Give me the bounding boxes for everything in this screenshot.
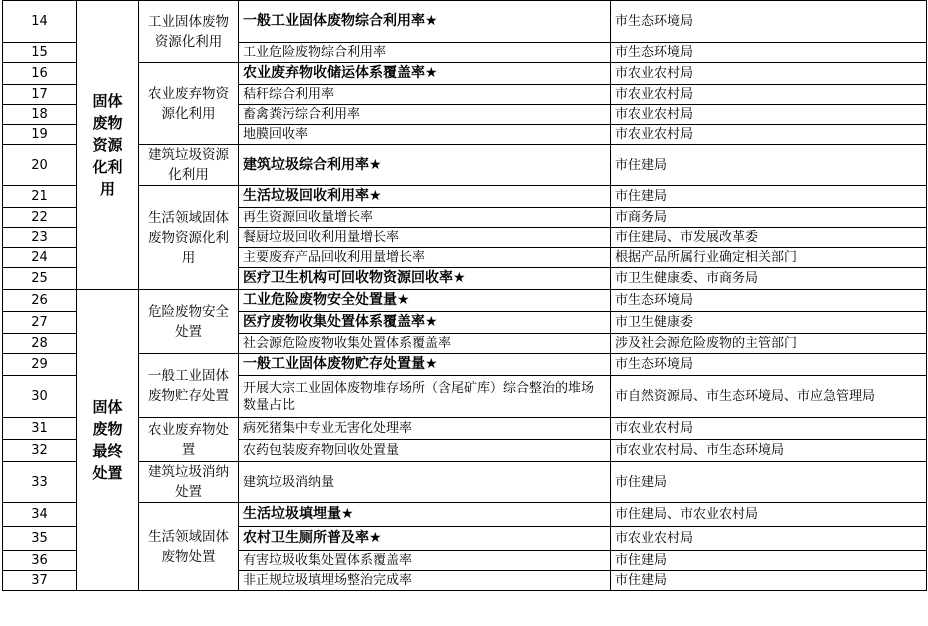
table-row — [3, 145, 927, 186]
indicator-cell: 农药包装废弃物回收处置量 — [239, 440, 611, 462]
row-number: 24 — [3, 248, 77, 268]
department-cell: 市住建局 — [611, 145, 927, 186]
row-number: 21 — [3, 186, 77, 208]
indicator-cell: 有害垃圾收集处置体系覆盖率 — [239, 551, 611, 571]
indicator-table — [2, 0, 927, 591]
department-cell: 市农业农村局 — [611, 418, 927, 440]
row-number: 18 — [3, 105, 77, 125]
indicator-cell: 开展大宗工业固体废物堆存场所（含尾矿库）综合整治的堆场数量占比 — [239, 376, 611, 418]
indicator-cell: 社会源危险废物收集处置体系覆盖率 — [239, 334, 611, 354]
indicator-cell: 建筑垃圾消纳量 — [239, 462, 611, 503]
department-cell: 市住建局、市发展改革委 — [611, 228, 927, 248]
indicator-cell: 病死猪集中专业无害化处理率 — [239, 418, 611, 440]
row-number: 27 — [3, 312, 77, 334]
subcategory-cell: 生活领域固体废物处置 — [139, 503, 239, 591]
key-indicator-cell: 医疗卫生机构可回收物资源回收率★ — [239, 268, 611, 290]
department-cell: 市农业农村局 — [611, 105, 927, 125]
row-number: 20 — [3, 145, 77, 186]
subcategory-cell: 建筑垃圾资源化利用 — [139, 145, 239, 186]
category-cell: 固体废物资源化利用 — [77, 1, 139, 290]
subcategory-cell: 农业废弃物资源化利用 — [139, 63, 239, 145]
table-row — [3, 418, 927, 440]
indicator-cell: 秸秆综合利用率 — [239, 85, 611, 105]
row-number: 37 — [3, 571, 77, 591]
row-number: 28 — [3, 334, 77, 354]
department-cell: 市住建局、市农业农村局 — [611, 503, 927, 527]
row-number: 34 — [3, 503, 77, 527]
key-indicator-cell: 建筑垃圾综合利用率★ — [239, 145, 611, 186]
table-row — [3, 354, 927, 376]
indicator-cell: 畜禽粪污综合利用率 — [239, 105, 611, 125]
row-number: 35 — [3, 527, 77, 551]
row-number: 32 — [3, 440, 77, 462]
row-number: 29 — [3, 354, 77, 376]
indicator-cell: 工业危险废物综合利用率 — [239, 43, 611, 63]
row-number: 22 — [3, 208, 77, 228]
department-cell: 市自然资源局、市生态环境局、市应急管理局 — [611, 376, 927, 418]
row-number: 36 — [3, 551, 77, 571]
row-number: 30 — [3, 376, 77, 418]
table-row — [3, 503, 927, 527]
indicator-cell: 再生资源回收量增长率 — [239, 208, 611, 228]
department-cell: 市农业农村局 — [611, 85, 927, 105]
key-indicator-cell: 工业危险废物安全处置量★ — [239, 290, 611, 312]
department-cell: 市农业农村局 — [611, 125, 927, 145]
table-row — [3, 186, 927, 208]
row-number: 31 — [3, 418, 77, 440]
department-cell: 市生态环境局 — [611, 290, 927, 312]
key-indicator-cell: 一般工业固体废物贮存处置量★ — [239, 354, 611, 376]
row-number: 25 — [3, 268, 77, 290]
department-cell: 市农业农村局 — [611, 527, 927, 551]
table-row — [3, 63, 927, 85]
row-number: 33 — [3, 462, 77, 503]
department-cell: 市生态环境局 — [611, 1, 927, 43]
department-cell: 涉及社会源危险废物的主管部门 — [611, 334, 927, 354]
department-cell: 市住建局 — [611, 186, 927, 208]
indicator-table-body — [3, 1, 927, 591]
row-number: 19 — [3, 125, 77, 145]
subcategory-cell: 生活领域固体废物资源化利用 — [139, 186, 239, 290]
department-cell: 市卫生健康委、市商务局 — [611, 268, 927, 290]
key-indicator-cell: 农村卫生厕所普及率★ — [239, 527, 611, 551]
subcategory-cell: 工业固体废物资源化利用 — [139, 1, 239, 63]
row-number: 14 — [3, 1, 77, 43]
department-cell: 市住建局 — [611, 551, 927, 571]
department-cell: 市住建局 — [611, 462, 927, 503]
department-cell: 市卫生健康委 — [611, 312, 927, 334]
subcategory-cell: 农业废弃物处置 — [139, 418, 239, 462]
row-number: 26 — [3, 290, 77, 312]
table-row — [3, 462, 927, 503]
department-cell: 根据产品所属行业确定相关部门 — [611, 248, 927, 268]
row-number: 23 — [3, 228, 77, 248]
department-cell: 市生态环境局 — [611, 354, 927, 376]
indicator-cell: 餐厨垃圾回收利用量增长率 — [239, 228, 611, 248]
department-cell: 市农业农村局、市生态环境局 — [611, 440, 927, 462]
indicator-cell: 非正规垃圾填埋场整治完成率 — [239, 571, 611, 591]
subcategory-cell: 一般工业固体废物贮存处置 — [139, 354, 239, 418]
category-cell: 固体废物最终处置 — [77, 290, 139, 591]
row-number: 16 — [3, 63, 77, 85]
key-indicator-cell: 生活垃圾填埋量★ — [239, 503, 611, 527]
key-indicator-cell: 农业废弃物收储运体系覆盖率★ — [239, 63, 611, 85]
key-indicator-cell: 生活垃圾回收利用率★ — [239, 186, 611, 208]
indicator-cell: 地膜回收率 — [239, 125, 611, 145]
key-indicator-cell: 一般工业固体废物综合利用率★ — [239, 1, 611, 43]
indicator-cell: 主要废弃产品回收利用量增长率 — [239, 248, 611, 268]
department-cell: 市农业农村局 — [611, 63, 927, 85]
key-indicator-cell: 医疗废物收集处置体系覆盖率★ — [239, 312, 611, 334]
department-cell: 市住建局 — [611, 571, 927, 591]
department-cell: 市商务局 — [611, 208, 927, 228]
subcategory-cell: 危险废物安全处置 — [139, 290, 239, 354]
row-number: 17 — [3, 85, 77, 105]
subcategory-cell: 建筑垃圾消纳处置 — [139, 462, 239, 503]
table-row — [3, 290, 927, 312]
department-cell: 市生态环境局 — [611, 43, 927, 63]
row-number: 15 — [3, 43, 77, 63]
table-row — [3, 1, 927, 43]
